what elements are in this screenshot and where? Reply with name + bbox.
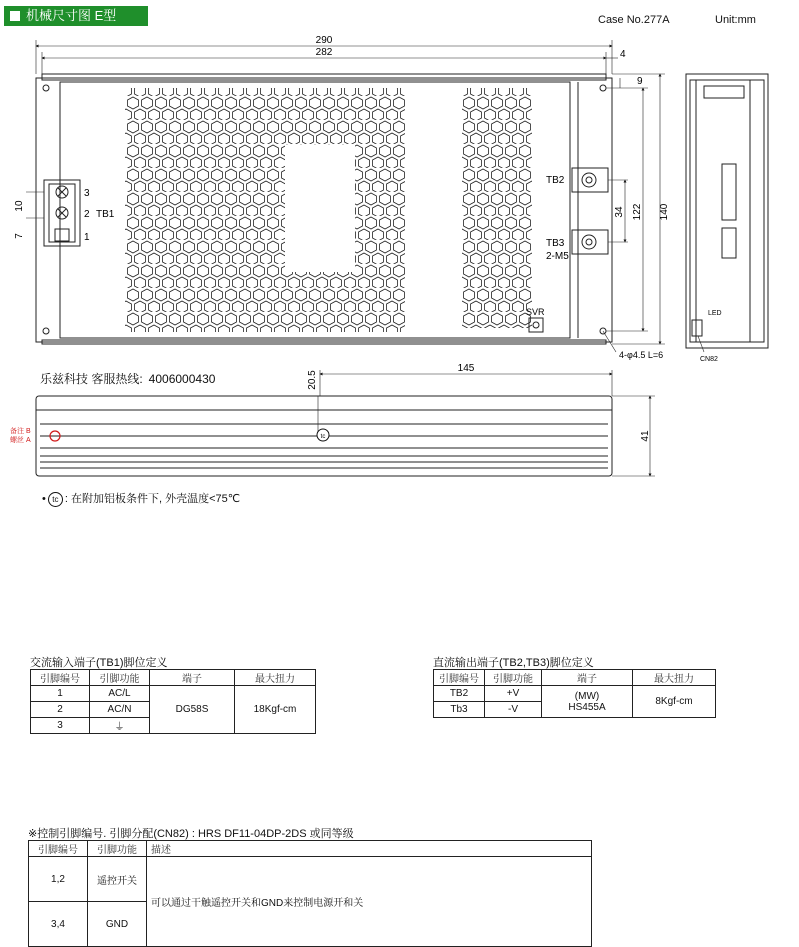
ctrl-header-func: 引脚功能: [88, 841, 147, 857]
case-number: Case No.277A: [598, 14, 670, 26]
dc-torque-cell: 8Kgf-cm: [633, 686, 716, 718]
mounting-hole-label: 4-φ4.5 L=6: [619, 350, 664, 360]
tb2-terminal: [572, 168, 608, 192]
tb1-pin-2: 2: [84, 209, 90, 220]
table-row: [31, 686, 316, 702]
dc-header-func: 引脚功能: [485, 670, 542, 686]
control-table-title: ※控制引脚编号. 引脚分配(CN82) : HRS DF11-04DP-2DS 或同等级: [28, 828, 354, 840]
control-pin-table: [28, 840, 592, 947]
dim-front-length: 145: [457, 363, 475, 374]
service-hotline: [40, 370, 221, 387]
ac-func-cell: AC/L: [90, 686, 150, 702]
ground-icon: ⏚: [90, 718, 150, 734]
tb1-pin-3: 3: [84, 188, 90, 199]
tc-point-label: tc: [320, 434, 326, 440]
ctrl-func-cell: 遥控开关: [88, 857, 147, 902]
dc-output-table: [433, 669, 716, 718]
section-title: 机械尺寸图 E型: [26, 8, 117, 23]
dc-func-cell: -V: [485, 702, 542, 718]
dim-front-height: 41: [640, 430, 651, 442]
ctrl-desc-cell: 可以通过干触遥控开关和GND来控制电源开和关: [147, 857, 592, 947]
cn82-label: CN82: [700, 356, 718, 363]
ctrl-header-pin: 引脚编号: [29, 841, 88, 857]
dc-func-cell: +V: [485, 686, 542, 702]
dc-pin-cell: Tb3: [434, 702, 485, 718]
tc-note-text: : 在附加铝板条件下, 外壳温度<75℃: [64, 493, 241, 505]
ac-header-terminal: 端子: [150, 670, 235, 686]
screw-label: 2-M5: [546, 251, 569, 262]
screw-note-line2: 螺丝 A: [10, 437, 31, 444]
dc-header-torque: 最大扭力: [633, 670, 716, 686]
tb3-terminal: [572, 230, 608, 254]
tb1-label: TB1: [96, 209, 115, 220]
dc-header-terminal: 端子: [542, 670, 633, 686]
ac-table-title: 交流输入端子(TB1)脚位定义: [30, 657, 168, 669]
tb3-label: TB3: [546, 238, 565, 249]
ctrl-pin-cell: 1,2: [29, 857, 88, 902]
table-row: [434, 686, 716, 702]
dc-terminal-cell: [542, 686, 633, 718]
vent-holes-right: [462, 88, 532, 328]
ac-pin-cell: 1: [31, 686, 90, 702]
dim-tc-offset: 20.5: [307, 370, 318, 390]
dc-terminal-line2: HS455A: [568, 701, 606, 713]
ctrl-header-desc: 描述: [147, 841, 592, 857]
dim-hole-spacing: 122: [632, 203, 643, 221]
ac-header-pin: 引脚编号: [31, 670, 90, 686]
tc-note-bullet: •: [42, 493, 46, 505]
dim-hole-from-top: 9: [637, 76, 643, 87]
screw-note-line1: 备注 B: [10, 428, 31, 435]
dim-edge-offset: 4: [620, 49, 626, 60]
dc-table-title: 直流输出端子(TB2,TB3)脚位定义: [433, 657, 594, 669]
dc-terminal-line1: (MW): [574, 690, 600, 702]
svr-label: SVR: [526, 307, 545, 317]
dim-height: 140: [659, 203, 670, 221]
ac-header-torque: 最大扭力: [235, 670, 316, 686]
dim-inner-width: 282: [315, 47, 333, 58]
ctrl-func-cell: GND: [88, 902, 147, 947]
ac-input-table: [30, 669, 316, 734]
dc-header-pin: 引脚编号: [434, 670, 485, 686]
unit-label: Unit:mm: [715, 14, 756, 26]
side-view: [686, 74, 768, 348]
tb2-label: TB2: [546, 175, 565, 186]
led-label: LED: [708, 310, 722, 317]
ac-pin-cell: 2: [31, 702, 90, 718]
ac-header-func: 引脚功能: [90, 670, 150, 686]
hotline-label: 乐兹科技 客服热线:: [40, 372, 143, 386]
tc-mark-icon: tc: [48, 492, 63, 507]
ac-terminal-cell: DG58S: [150, 686, 235, 734]
dim-tb1-pitch: 10: [14, 200, 25, 212]
hotline-number: 4006000430: [148, 372, 216, 386]
tb1-terminal-block: [44, 180, 80, 246]
ac-torque-cell: 18Kgf-cm: [235, 686, 316, 734]
tb1-pin-1: 1: [84, 232, 90, 243]
dc-pin-cell: TB2: [434, 686, 485, 702]
dim-tb1-lower: 7: [14, 233, 25, 239]
ctrl-pin-cell: 3,4: [29, 902, 88, 947]
tc-note: [42, 490, 240, 507]
ac-func-cell: AC/N: [90, 702, 150, 718]
table-row: [29, 857, 592, 902]
ac-pin-cell: 3: [31, 718, 90, 734]
vent-holes-left: [125, 88, 405, 332]
dim-terminal-pitch: 34: [614, 206, 625, 218]
dim-overall-width: 290: [315, 35, 333, 46]
